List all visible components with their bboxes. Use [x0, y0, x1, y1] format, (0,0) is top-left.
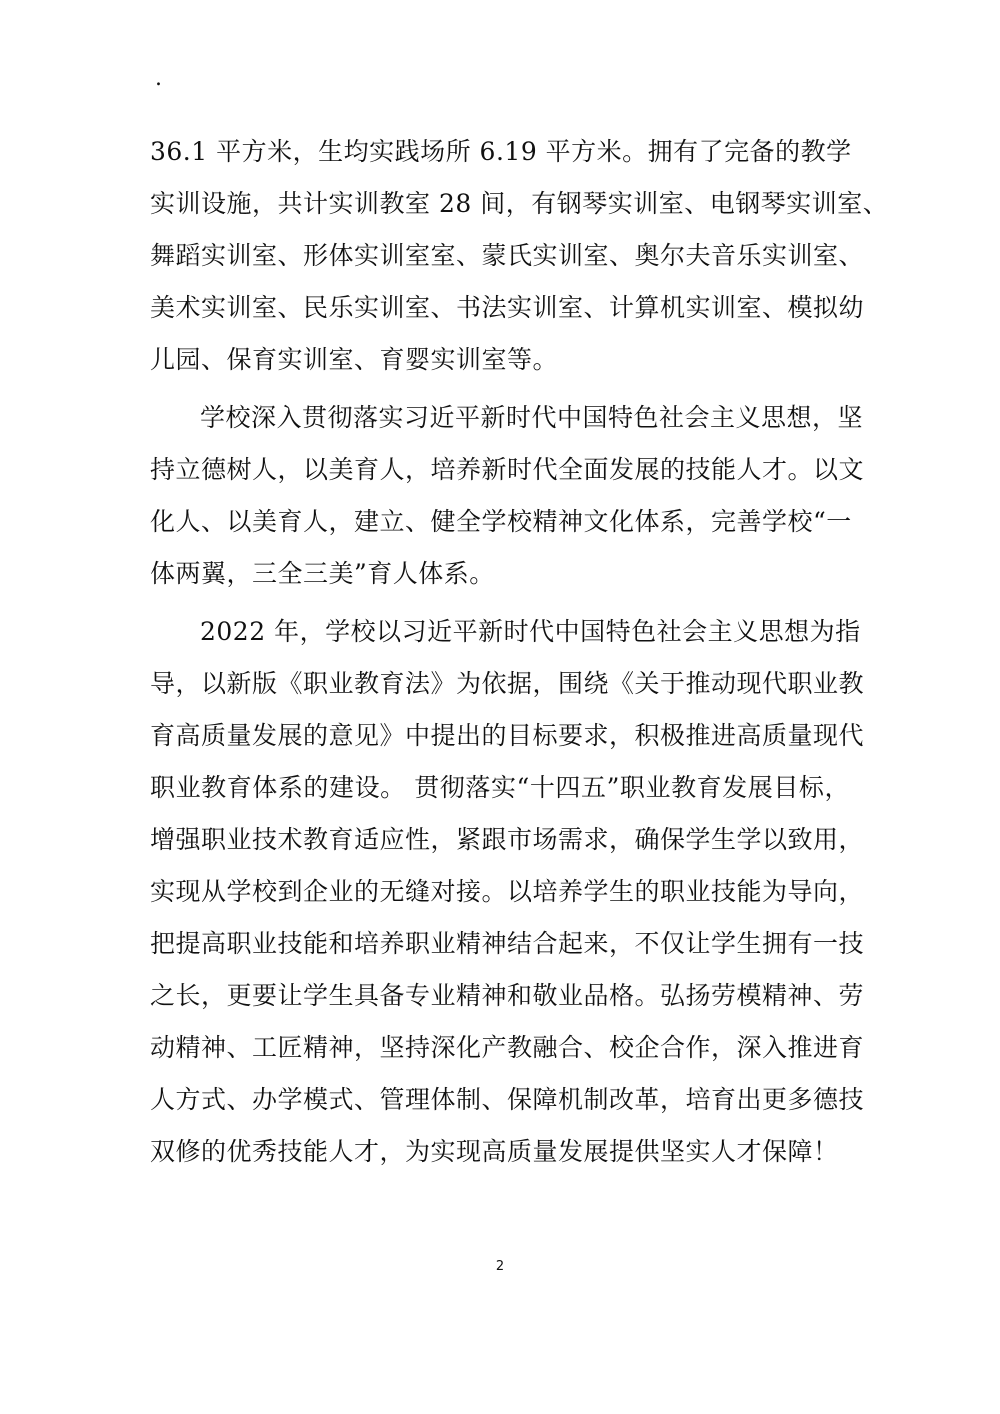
paragraph-2-line-2: 持立德树人，以美育人，培养新时代全面发展的技能人才。以文: [150, 455, 865, 484]
paragraph-3-line-6: 实现从学校到企业的无缝对接。以培养学生的职业技能为导向，: [150, 877, 865, 906]
paragraph-1-line-5: 儿园、保育实训室、育婴实训室等。: [150, 345, 559, 374]
top-dot-mark: .: [155, 66, 162, 91]
paragraph-2-line-3: 化人、以美育人，建立、健全学校精神文化体系，完善学校“一: [150, 507, 852, 536]
paragraph-3-line-8: 之长，更要让学生具备专业精神和敬业品格。弘扬劳模精神、劳: [150, 981, 865, 1010]
paragraph-3-line-4: 职业教育体系的建设。 贯彻落实“十四五”职业教育发展目标，: [150, 773, 850, 802]
paragraph-3-line-11: 双修的优秀技能人才，为实现高质量发展提供坚实人才保障！: [150, 1137, 839, 1166]
paragraph-3-line-9: 动精神、工匠精神，坚持深化产教融合、校企合作，深入推进育: [150, 1033, 865, 1062]
paragraph-1-line-2: 实训设施，共计实训教室 28 间，有钢琴实训室、电钢琴实训室、: [150, 189, 889, 218]
paragraph-2-line-1: 学校深入贯彻落实习近平新时代中国特色社会主义思想，坚: [200, 403, 864, 432]
paragraph-1-line-3: 舞蹈实训室、形体实训室室、蒙氏实训室、奥尔夫音乐实训室、: [150, 241, 865, 270]
body-text: [150, 126, 889, 1178]
paragraph-3-line-3: 育高质量发展的意见》中提出的目标要求，积极推进高质量现代: [150, 721, 865, 750]
paragraph-1-line-1: 36.1 平方米，生均实践场所 6.19 平方米。拥有了完备的教学: [150, 137, 852, 166]
paragraph-3-line-2: 导，以新版《职业教育法》为依据，围绕《关于推动现代职业教: [150, 669, 865, 698]
paragraph-1-line-4: 美术实训室、民乐实训室、书法实训室、计算机实训室、模拟幼: [150, 293, 865, 322]
paragraph-3-line-5: 增强职业技术教育适应性，紧跟市场需求，确保学生学以致用，: [150, 825, 865, 854]
paragraph-3-line-7: 把提高职业技能和培养职业精神结合起来，不仅让学生拥有一技: [150, 929, 865, 958]
paragraph-2-line-4: 体两翼，三全三美”育人体系。: [150, 559, 495, 588]
page-number: 2: [495, 1259, 505, 1274]
paragraph-3-line-1: 2022 年，学校以习近平新时代中国特色社会主义思想为指: [200, 617, 861, 646]
paragraph-3-line-10: 人方式、办学模式、管理体制、保障机制改革，培育出更多德技: [150, 1085, 865, 1114]
